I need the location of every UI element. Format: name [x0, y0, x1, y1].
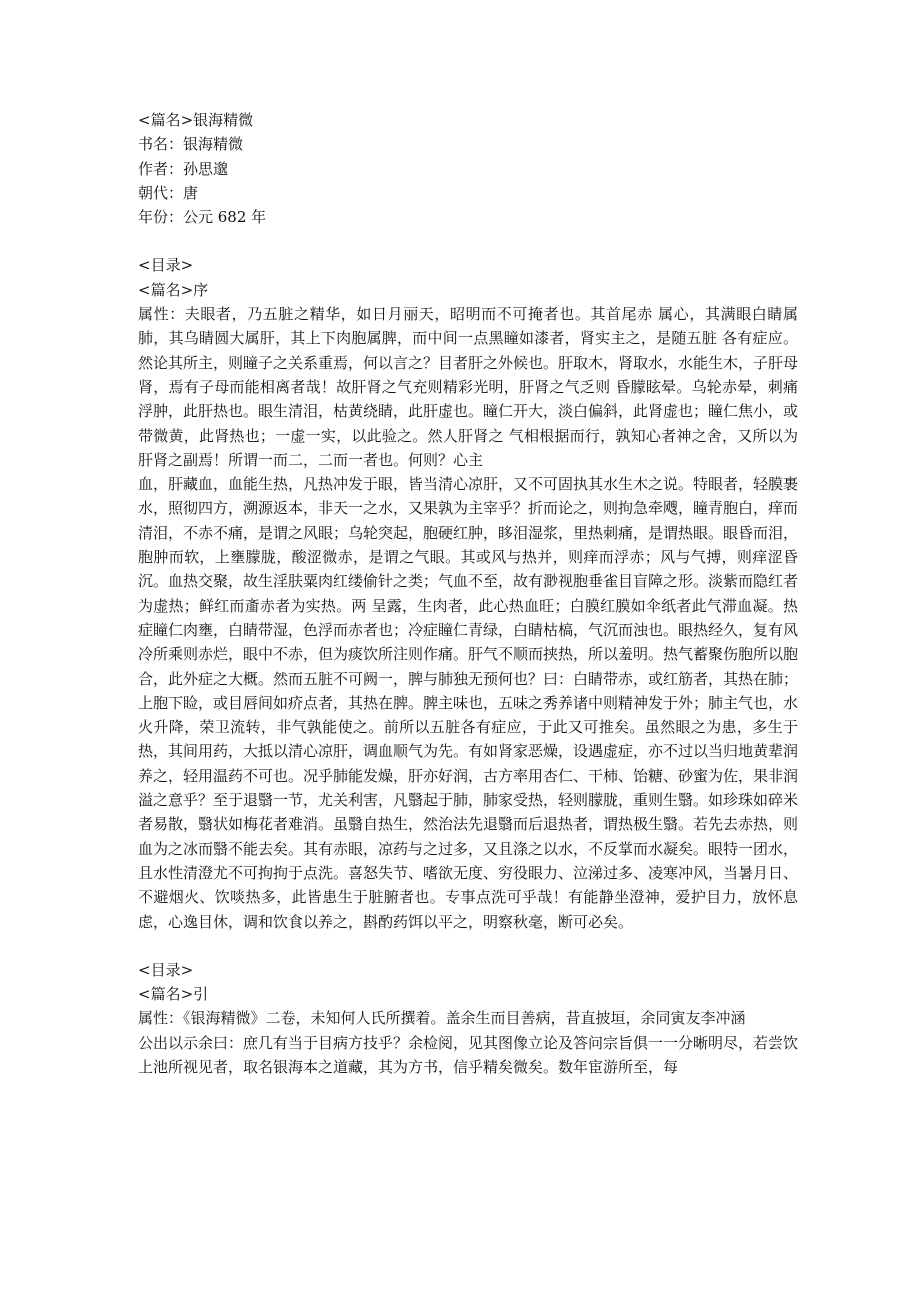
preface-paragraph-1: 属性：夫眼者，乃五脏之精华，如日月丽天，昭明而不可掩者也。其首尾赤 属心，其满眼白睛属肺，其乌睛圆大属肝，其上下肉胞属脾，而中间一点黑瞳如漆者，肾实主之，是随五脏 各有症应。然论其所主，则瞳子之关系重焉，何以言之？目者肝之外候也。肝取木，肾取水，水能生木，子肝母肾，焉有子母而能相离者哉！故肝肾之气充则精彩光明，肝肾之气乏则 昏朦眩晕。乌轮赤晕，刺痛浮肿，此肝热也。眼生清泪，枯黄绕睛，此肝虚也。瞳仁开大，淡白偏斜，此肾虚也；瞳仁焦小，或带微黄，此肾热也；一虚一实，以此验之。然人肝肾之 气相根据而行，孰知心者神之舍，又所以为肝肾之副焉！所谓一而二，二而一者也。何则？心主: [138, 305, 799, 469]
table-of-contents-link: <目录>: [138, 960, 194, 979]
preface-paragraph-2: 血，肝藏血，血能生热，凡热冲发于眼，皆当清心凉肝，又不可固执其水生木之说。特眼者，轻膜裹水，照彻四方，溯源返本，非天一之水，又果孰为主宰乎？折而论之，则拘急牵飕，瞳青胞白，痒而清泪，不赤不痛，是谓之风眼；乌轮突起，胞硬红肿，眵泪湿浆，里热刺痛，是谓热眼。眼昏而泪，胞肿而软，上壅朦胧，酸涩微赤，是谓之气眼。其或风与热并，则痒而浮赤；风与气搏，则痒涩昏沉。血热交聚，故生淫肤粟肉红缕偷针之类；气血不至，故有渺视胞垂雀目盲障之形。淡紫而隐红者为虚热；鲜红而齑赤者为实热。两 呈露，生肉者，此心热血旺；白膜红膜如伞纸者此气滞血凝。热症瞳仁肉壅，白睛带湿，色浮而赤者也；冷症瞳仁青绿，白睛枯槁，气沉而浊也。眼热经久，复有风冷所乘则赤烂，眼中不赤，但为痰饮所注则作痛。肝气不顺而挟热，所以羞明。热气蓄聚伤胞所以胞合，此外症之大概。然而五脏不可阙一，脾与肺独无预何也？曰：白睛带赤，或红筋者，其热在肺；上胞下睑，或目唇间如疥点者，其热在脾。脾主味也，五味之秀养诸中则精神发于外；肺主气也，水火升降，荣卫流转，非气孰能使之。前所以五脏各有症应，于此又可推矣。虽然眼之为患，多生于热，其间用药，大抵以清心凉肝，调血顺气为先。有如肾家恶燥，设遇虚症，亦不过以当归地黄辈润养之，轻用温药不可也。况乎肺能发燥，肝亦好润，古方率用杏仁、干柿、饴糖、砂蜜为佐，果非润溢之意乎？至于退翳一节，尤关利害，凡翳起于肺，肺家受热，轻则朦胧，重则生翳。如珍珠如碎米者易散，翳状如梅花者难消。虽翳自热生，然治法先退翳而后退热者，谓热极生翳。若先去赤热，则血为之冰而翳不能去矣。其有赤眼，凉药与之过多，又且涤之以水，不反掌而水凝矣。眼特一团水，且水性清澄尤不可拘拘于点洗。喜怒失节、嗜欲无度、穷役眼力、泣涕过多、凌寒冲风，当暑月日、不避烟火、饮啖热多，此皆患生于脏腑者也。专事点洗可乎哉！有能静坐澄神，爱护目力，放怀息虑，心逸目休，调和饮食以养之，斟酌药饵以平之，明察秋毫，断可必矣。: [138, 475, 799, 931]
section-title-introduction: <篇名>引: [138, 985, 209, 1004]
table-of-contents-link: <目录>: [138, 256, 194, 275]
dynasty: 朝代：唐: [138, 183, 199, 202]
document-page: [138, 108, 798, 1079]
introduction-paragraph-1: 属性：《银海精微》二卷，未知何人氏所撰着。盖余生而目善病，昔直披垣，余同寅友李冲涵: [138, 1009, 746, 1028]
introduction-paragraph-2: 公出以示余曰：庶几有当于目病方技乎？余检阅，见其图像立论及答问宗旨俱一一分晰明尽，若尝饮上池所视见者，取名银海本之道藏，其为方书，信乎精矣微矣。数年宦游所至，每: [138, 1033, 799, 1076]
year: 年份：公元 682 年: [138, 208, 267, 227]
spacer: [138, 934, 798, 958]
chapter-title: <篇名>银海精微: [138, 111, 254, 129]
author: 作者：孙思邈: [138, 159, 229, 178]
section-title-preface: <篇名>序: [138, 280, 209, 299]
book-title: 书名：银海精微: [138, 135, 244, 154]
spacer: [138, 229, 798, 253]
